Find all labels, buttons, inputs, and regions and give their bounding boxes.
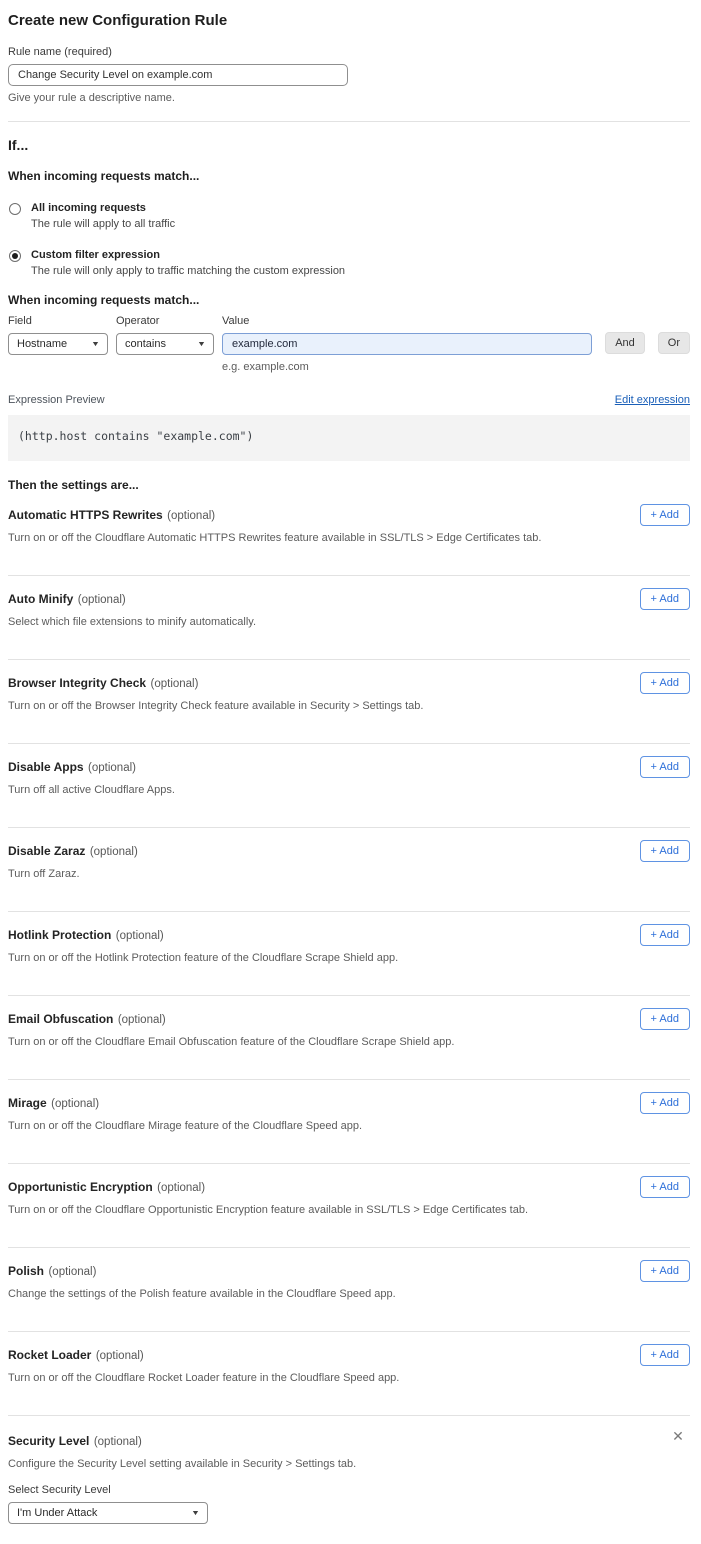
setting-mirage — [8, 1080, 690, 1164]
optional-tag: (optional) — [115, 930, 164, 942]
field-select[interactable] — [8, 333, 108, 355]
radio-button-selected-icon[interactable] — [9, 250, 21, 262]
setting-title: Security Level — [8, 1434, 90, 1448]
radio-button-icon[interactable] — [9, 203, 21, 215]
page-title: Create new Configuration Rule — [8, 12, 228, 29]
edit-expression-link[interactable]: Edit expression — [614, 394, 690, 406]
setting-email-obfuscation — [8, 996, 690, 1080]
add-button[interactable]: + Add — [640, 1176, 690, 1198]
rule-name-label: Rule name (required) — [8, 46, 112, 58]
or-button[interactable]: Or — [658, 332, 690, 354]
optional-tag: (optional) — [89, 846, 138, 858]
add-button[interactable]: + Add — [640, 840, 690, 862]
setting-description: Turn on or off the Cloudflare Automatic HTTPS Rewrites feature available in SSL/TLS > Edge Certificates tab. — [8, 532, 542, 544]
expression-preview-header — [8, 394, 690, 406]
and-button[interactable]: And — [605, 332, 645, 354]
optional-tag: (optional) — [117, 1014, 166, 1026]
add-button[interactable]: + Add — [640, 1092, 690, 1114]
setting-automatic-https-rewrites — [8, 492, 690, 576]
chevron-down-icon: ▼ — [191, 1509, 201, 1517]
add-button[interactable]: + Add — [640, 588, 690, 610]
setting-hotlink-protection — [8, 912, 690, 996]
setting-auto-minify — [8, 576, 690, 660]
setting-title: Disable Zaraz — [8, 844, 86, 858]
rule-name-help: Give your rule a descriptive name. — [8, 92, 175, 104]
add-button[interactable]: + Add — [640, 504, 690, 526]
expression-preview-label: Expression Preview — [8, 394, 105, 406]
section-divider — [8, 121, 690, 122]
radio-all-incoming-label: All incoming requests — [31, 202, 146, 214]
setting-description: Change the settings of the Polish feature available in the Cloudflare Speed app. — [8, 1288, 396, 1300]
setting-rocket-loader — [8, 1332, 690, 1416]
setting-description: Turn off Zaraz. — [8, 868, 80, 880]
setting-title: Rocket Loader — [8, 1348, 92, 1362]
setting-disable-apps — [8, 744, 690, 828]
operator-select-value: contains — [125, 338, 166, 350]
setting-description: Turn on or off the Cloudflare Rocket Loader feature in the Cloudflare Speed app. — [8, 1372, 400, 1384]
add-button[interactable]: + Add — [640, 672, 690, 694]
setting-polish — [8, 1248, 690, 1332]
expression-builder-row — [8, 315, 690, 373]
setting-title: Email Obfuscation — [8, 1012, 114, 1026]
value-hint: e.g. example.com — [222, 361, 309, 373]
field-select-value: Hostname — [17, 338, 68, 350]
operator-select[interactable] — [116, 333, 214, 355]
setting-description: Turn off all active Cloudflare Apps. — [8, 784, 175, 796]
then-settings-heading: Then the settings are... — [8, 478, 139, 492]
incoming-requests-match-heading: When incoming requests match... — [8, 169, 200, 183]
add-button[interactable]: + Add — [640, 1260, 690, 1282]
optional-tag: (optional) — [88, 762, 136, 774]
setting-description: Turn on or off the Browser Integrity Check feature available in Security > Settings tab. — [8, 700, 424, 712]
radio-custom-filter-expression[interactable] — [8, 249, 690, 277]
optional-tag: (optional) — [150, 678, 199, 690]
add-button[interactable]: + Add — [640, 1344, 690, 1366]
field-label: Field — [8, 315, 32, 327]
setting-title: Mirage — [8, 1096, 47, 1110]
optional-tag: (optional) — [95, 1350, 144, 1362]
setting-title: Browser Integrity Check — [8, 676, 147, 690]
setting-title: Auto Minify — [8, 592, 74, 606]
radio-custom-filter-description: The rule will only apply to traffic matching the custom expression — [31, 265, 346, 277]
setting-description: Configure the Security Level setting available in Security > Settings tab. — [8, 1458, 357, 1470]
chevron-down-icon: ▼ — [91, 340, 101, 348]
setting-description: Turn on or off the Cloudflare Opportunistic Encryption feature available in SSL/TLS > Edge Certificates tab. — [8, 1204, 529, 1216]
setting-title: Automatic HTTPS Rewrites — [8, 508, 163, 522]
add-button[interactable]: + Add — [640, 924, 690, 946]
setting-title: Disable Apps — [8, 760, 84, 774]
setting-title: Hotlink Protection — [8, 928, 112, 942]
setting-opportunistic-encryption — [8, 1164, 690, 1248]
add-button[interactable]: + Add — [640, 1008, 690, 1030]
rule-name-group — [8, 46, 690, 104]
operator-label: Operator — [116, 315, 160, 327]
optional-tag: (optional) — [93, 1436, 142, 1448]
value-label: Value — [222, 315, 250, 327]
radio-all-incoming-description: The rule will apply to all traffic — [31, 218, 176, 230]
setting-title: Polish — [8, 1264, 45, 1278]
if-heading: If... — [8, 137, 29, 153]
chevron-down-icon: ▼ — [197, 340, 207, 348]
add-button[interactable]: + Add — [640, 756, 690, 778]
field-column — [8, 315, 108, 355]
optional-tag: (optional) — [48, 1266, 97, 1278]
optional-tag: (optional) — [77, 594, 126, 606]
setting-disable-zaraz — [8, 828, 690, 912]
close-icon[interactable]: ✕ — [672, 1428, 684, 1444]
security-level-select-value: I'm Under Attack — [17, 1507, 98, 1519]
rule-name-input[interactable] — [8, 64, 348, 86]
expression-preview-code: (http.host contains "example.com") — [8, 415, 690, 461]
select-security-level-label: Select Security Level — [8, 1484, 111, 1496]
security-level-select[interactable] — [8, 1502, 208, 1524]
expression-builder-heading: When incoming requests match... — [8, 293, 200, 307]
optional-tag: (optional) — [167, 510, 216, 522]
setting-description: Select which file extensions to minify automatically. — [8, 616, 257, 628]
setting-browser-integrity-check — [8, 660, 690, 744]
value-input[interactable] — [222, 333, 592, 355]
value-column — [222, 315, 592, 373]
radio-custom-filter-label: Custom filter expression — [31, 249, 160, 261]
optional-tag: (optional) — [157, 1182, 206, 1194]
setting-description: Turn on or off the Cloudflare Email Obfuscation feature of the Cloudflare Scrape Shield app. — [8, 1036, 455, 1048]
setting-description: Turn on or off the Hotlink Protection feature of the Cloudflare Scrape Shield app. — [8, 952, 399, 964]
optional-tag: (optional) — [51, 1098, 100, 1110]
operator-column — [116, 315, 214, 355]
setting-security-level-expanded — [8, 1416, 690, 1524]
setting-title: Opportunistic Encryption — [8, 1180, 153, 1194]
radio-all-incoming-requests[interactable] — [8, 202, 690, 230]
setting-description: Turn on or off the Cloudflare Mirage feature of the Cloudflare Speed app. — [8, 1120, 363, 1132]
